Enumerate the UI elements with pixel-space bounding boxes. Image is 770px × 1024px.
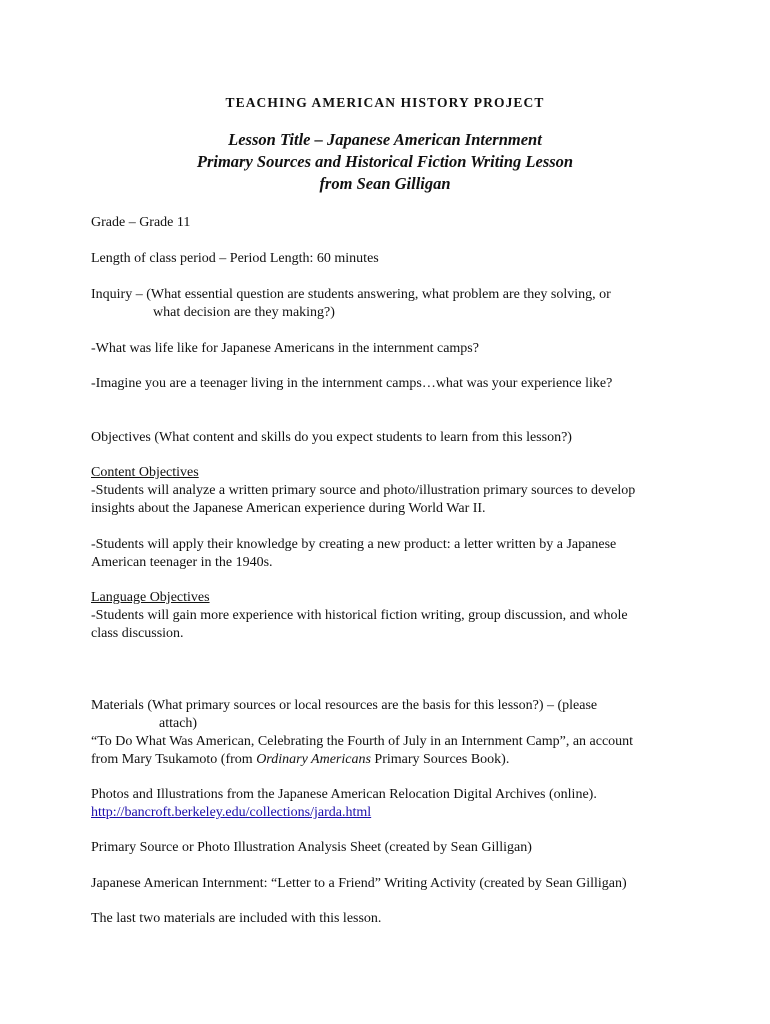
content-objective-2-line-2: American teenager in the 1940s.: [91, 555, 273, 570]
language-objective-1-line-1: -Students will gain more experience with historical fiction writing, group discussion, and whole: [91, 608, 628, 623]
essential-question-2: -Imagine you are a teenager living in the internment camps…what was your experience like?: [91, 376, 613, 391]
closing-line: The last two materials are included with this lesson.: [91, 911, 382, 926]
grade-line: Grade – Grade 11: [91, 215, 191, 230]
materials-source-1-line-1: “To Do What Was American, Celebrating the Fourth of July in an Internment Camp”, an account: [91, 734, 634, 749]
materials-intro-line-1: Materials (What primary sources or local resources are the basis for this lesson?) – (please: [91, 698, 598, 713]
book-title: Ordinary Americans: [256, 752, 371, 767]
photos-line: Photos and Illustrations from the Japanese American Relocation Digital Archives (online).: [91, 787, 597, 802]
content-objectives-heading: Content Objectives: [91, 465, 199, 480]
archive-link[interactable]: http://bancroft.berkeley.edu/collections/jarda.html: [91, 805, 372, 820]
content-objective-2-line-1: -Students will apply their knowledge by creating a new product: a letter written by a Japanese: [91, 537, 617, 552]
archive-link-line: [91, 804, 691, 822]
objectives-intro: Objectives (What content and skills do you expect students to learn from this lesson?): [91, 430, 572, 445]
writing-activity-line: Japanese American Internment: “Letter to a Friend” Writing Activity (created by Sean Gilligan): [91, 876, 627, 891]
language-objectives-heading: Language Objectives: [91, 590, 210, 605]
materials-source-1-line-2: [91, 751, 691, 769]
language-objective-1-line-2: class discussion.: [91, 626, 184, 641]
project-header: TEACHING AMERICAN HISTORY PROJECT: [225, 95, 545, 110]
inquiry-line-2: what decision are they making?): [153, 305, 335, 320]
materials-intro-line-2: attach): [159, 716, 198, 731]
source-citation-prefix: from Mary Tsukamoto (from: [91, 752, 257, 767]
content-objective-1-line-2: insights about the Japanese American experience during World War II.: [91, 501, 486, 516]
inquiry-line-1: Inquiry – (What essential question are students answering, what problem are they solving, or: [91, 287, 611, 302]
analysis-sheet-line: Primary Source or Photo Illustration Analysis Sheet (created by Sean Gilligan): [91, 840, 532, 855]
lesson-title-line-3: from Sean Gilligan: [319, 174, 451, 193]
essential-question-1: -What was life like for Japanese Americans in the internment camps?: [91, 341, 479, 356]
lesson-title-line-2: Primary Sources and Historical Fiction Writing Lesson: [196, 152, 574, 171]
period-length-line: Length of class period – Period Length: 60 minutes: [91, 251, 379, 266]
lesson-title-line-1: Lesson Title – Japanese American Internment: [228, 130, 542, 149]
content-objective-1-line-1: -Students will analyze a written primary source and photo/illustration primary sources to develop: [91, 483, 636, 498]
source-citation-suffix: Primary Sources Book).: [370, 752, 510, 767]
